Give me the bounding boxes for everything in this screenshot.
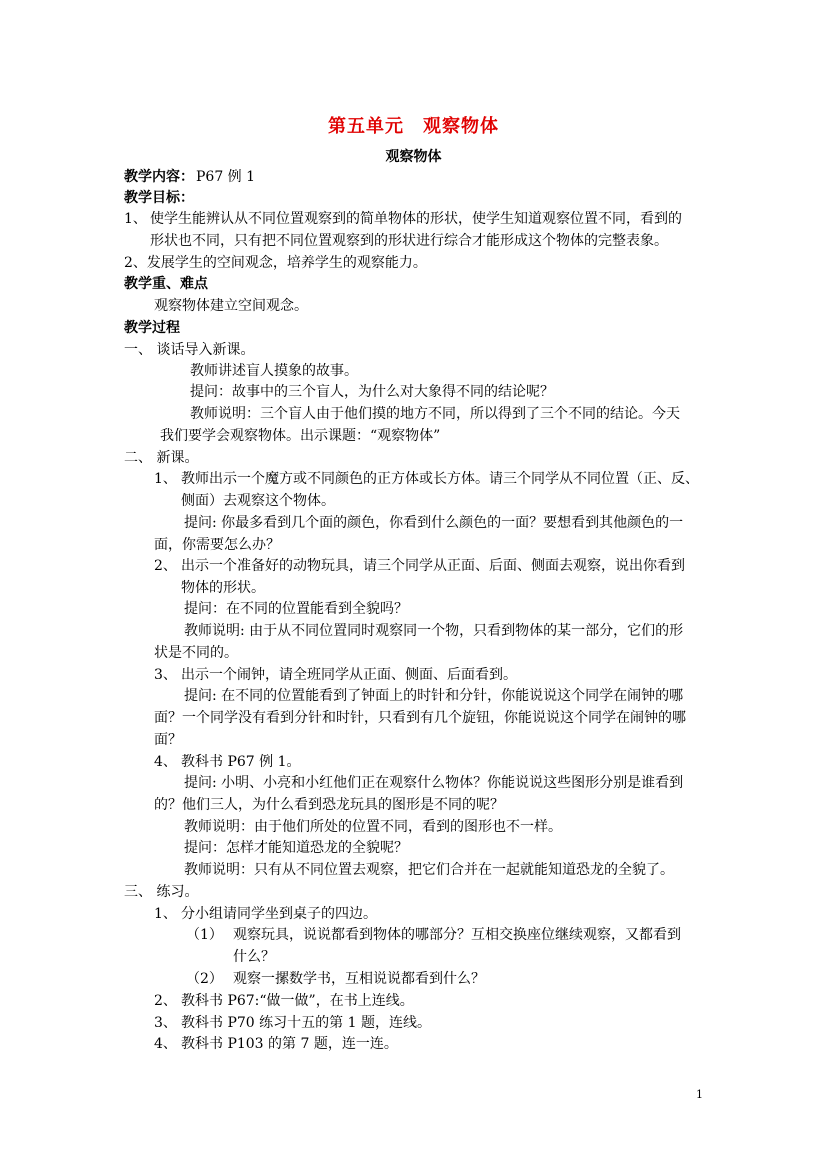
lesson-subtitle: 观察物体 <box>385 149 442 165</box>
item-2-4-explanation-2: 教师说明：只有从不同位置去观察，把它们合并在一起就能知道恐龙的全貌了。 <box>184 862 674 878</box>
item-2-1-question-1: 提问: 你最多看到几个面的颜色，你看到什么颜色的一面？要想看到其他颜色的一 <box>184 515 684 531</box>
item-3-1-line-1: 分小组请同学坐到桌子的四边。 <box>181 906 377 922</box>
key-points-text: 观察物体建立空间观念。 <box>154 298 308 314</box>
item-3-3-number: 3、 <box>154 1015 177 1031</box>
item-2-4-question-3: 提问：怎样才能知道恐龙的全貌呢？ <box>184 840 408 856</box>
item-2-2-number: 2、 <box>154 558 177 574</box>
item-3-1-number: 1、 <box>154 906 177 922</box>
goal-1-line-1: 使学生能辨认从不同位置观察到的简单物体的形状，使学生知道观察位置不同，看到的 <box>150 211 682 227</box>
item-3-3-line-1: 教科书 P70 练习十五的第 1 题，连线。 <box>181 1015 431 1031</box>
item-3-1b-number: （2） <box>186 971 223 987</box>
item-2-1-number: 1、 <box>154 471 177 487</box>
item-3-1a-number: （1） <box>186 927 223 943</box>
section-1-line-3: 教师说明：三个盲人由于他们摸的地方不同，所以得到了三个不同的结论。今天 <box>190 406 680 422</box>
section-1-line-1: 教师讲述盲人摸象的故事。 <box>190 363 358 379</box>
goal-1-number: 1、 <box>124 211 147 227</box>
item-3-2-line-1: 教科书 P67:“做一做”，在书上连线。 <box>181 993 414 1009</box>
item-3-4-number: 4、 <box>154 1036 177 1052</box>
item-2-1-line-1: 教师出示一个魔方或不同颜色的正方体或长方体。请三个同学从不同位置（正、反、 <box>181 471 699 487</box>
item-2-2-line-2: 物体的形状。 <box>181 580 265 596</box>
section-1-line-2: 提问：故事中的三个盲人，为什么对大象得不同的结论呢？ <box>190 384 554 400</box>
item-3-1b-line-1: 观察一摞数学书，互相说说都看到什么？ <box>233 971 485 987</box>
item-3-4-line-1: 教科书 P103 的第 7 题，连一连。 <box>181 1036 398 1052</box>
item-2-1-question-2: 面，你需要怎么办？ <box>154 537 280 553</box>
item-2-4-question-1: 提问: 小明、小亮和小红他们正在观察什么物体？你能说说这些图形分别是谁看到 <box>184 775 684 791</box>
section-1-heading: 一、 谈话导入新课。 <box>124 342 255 358</box>
goals-heading: 教学目标： <box>124 190 194 206</box>
page-title: 第五单元 观察物体 <box>328 116 499 137</box>
section-3-heading: 三、 练习。 <box>124 884 199 900</box>
section-2-heading: 二、 新课。 <box>124 450 199 466</box>
content-value: P67 例 1 <box>196 169 256 185</box>
item-3-1a-line-1: 观察玩具，说说都看到物体的哪部分？互相交换座位继续观察，又都看到 <box>233 927 681 943</box>
goal-2: 2、发展学生的空间观念，培养学生的观察能力。 <box>124 255 427 271</box>
key-points-heading: 教学重、难点 <box>124 276 208 292</box>
item-2-4-explanation-1: 教师说明：由于他们所处的位置不同，看到的图形也不一样。 <box>184 819 562 835</box>
item-2-4-line-1: 教科书 P67 例 1。 <box>181 754 301 770</box>
item-2-3-question-1: 提问: 在不同的位置能看到了钟面上的时针和分针，你能说说这个同学在闹钟的哪 <box>184 688 684 704</box>
item-2-2-explanation-1: 教师说明: 由于从不同位置同时观察同一个物，只看到物体的某一部分，它们的形 <box>184 623 684 639</box>
process-heading: 教学过程 <box>124 320 180 336</box>
item-2-2-question: 提问：在不同的位置能看到全貌吗？ <box>184 601 408 617</box>
item-2-3-question-3: 面？ <box>154 732 182 748</box>
item-2-2-explanation-2: 状是不同的。 <box>154 645 238 661</box>
item-2-3-line-1: 出示一个闹钟，请全班同学从正面、侧面、后面看到。 <box>181 667 517 683</box>
section-1-line-4: 我们要学会观察物体。出示课题：“观察物体” <box>160 428 441 444</box>
item-2-1-line-2: 侧面）去观察这个物体。 <box>181 493 335 509</box>
page-number: 1 <box>696 1088 703 1101</box>
item-2-4-question-2: 的？他们三人，为什么看到恐龙玩具的图形是不同的呢？ <box>154 797 504 813</box>
item-3-1a-line-2: 什么？ <box>233 949 275 965</box>
content-label: 教学内容： <box>124 169 194 185</box>
item-2-3-question-2: 面？一个同学没有看到分针和时针，只看到有几个旋钮，你能说说这个同学在闹钟的哪 <box>154 710 686 726</box>
goal-1-line-2: 形状也不同，只有把不同位置观察到的形状进行综合才能形成这个物体的完整表象。 <box>150 233 668 249</box>
item-2-4-number: 4、 <box>154 754 177 770</box>
item-3-2-number: 2、 <box>154 993 177 1009</box>
item-2-2-line-1: 出示一个准备好的动物玩具，请三个同学从正面、后面、侧面去观察，说出你看到 <box>181 558 685 574</box>
item-2-3-number: 3、 <box>154 667 177 683</box>
